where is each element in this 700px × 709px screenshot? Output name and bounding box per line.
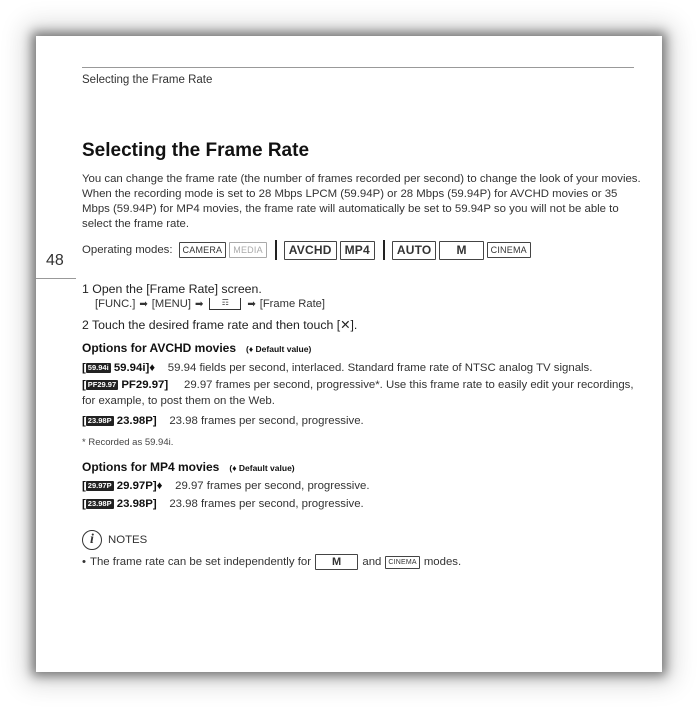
mp4-heading-text: Options for MP4 movies bbox=[82, 460, 220, 474]
operating-modes-label: Operating modes: bbox=[82, 244, 173, 256]
step-1: 1 Open the [Frame Rate] screen. bbox=[82, 282, 262, 296]
mode-auto-badge: AUTO bbox=[392, 241, 437, 260]
option-label: 23.98P] bbox=[116, 415, 157, 427]
option-23-98p: [ 23.98P 23.98P] 23.98 frames per second, progressive. bbox=[82, 415, 364, 427]
arrow-icon: ➡ bbox=[247, 298, 256, 310]
option-tag-icon: 23.98P bbox=[87, 499, 112, 508]
option-tag-icon: 59.94i bbox=[87, 363, 109, 372]
mode-m-badge: M bbox=[315, 554, 358, 570]
info-icon: i bbox=[82, 530, 102, 550]
mode-cinema-badge: CINEMA bbox=[385, 556, 419, 569]
mode-avchd-badge: AVCHD bbox=[284, 241, 337, 260]
intro-paragraph: You can change the frame rate (the number of frames recorded per second) to change the look of your movies. When the recording mode is set to 28 Mbps LPCM (59.94P) or 28 Mbps (59.94P) for AVCHD movies or 35 Mbps (59.94P) for MP4 movies, the frame rate will automatically be set to 59.94P so you will not be able to select the frame rate. bbox=[82, 173, 641, 230]
option-tag-icon: 23.98P bbox=[87, 416, 112, 425]
option-29-97p: [ 29.97P 29.97P]♦ 29.97 frames per second, progressive. bbox=[82, 480, 370, 492]
option-label: PF29.97] bbox=[121, 379, 169, 391]
running-header: Selecting the Frame Rate bbox=[82, 74, 213, 86]
notes-heading-text: NOTES bbox=[108, 534, 148, 546]
notes-text-end: modes. bbox=[423, 556, 462, 568]
option-tag-icon: 29.97P bbox=[87, 481, 112, 490]
mode-cinema-badge: CINEMA bbox=[487, 242, 531, 258]
mode-camera-badge: CAMERA bbox=[179, 242, 227, 258]
bullet-icon: • bbox=[82, 556, 86, 568]
notes-text-start: The frame rate can be set independently for bbox=[90, 556, 311, 568]
arrow-icon: ➡ bbox=[194, 298, 204, 310]
path-frame-rate: [Frame Rate] bbox=[259, 298, 326, 310]
path-menu: [MENU] bbox=[151, 298, 191, 310]
menu-path bbox=[95, 298, 325, 310]
avchd-heading-text: Options for AVCHD movies bbox=[82, 341, 237, 355]
menu-tab-icon: ☶ bbox=[209, 298, 241, 310]
notes-heading bbox=[82, 530, 147, 550]
manual-page bbox=[36, 36, 662, 672]
option-tag-icon: PF29.97 bbox=[87, 380, 117, 389]
option-label: 23.98P] bbox=[116, 498, 157, 510]
option-label: 29.97P]♦ bbox=[116, 480, 163, 492]
option-desc: 29.97 frames per second, progressive. bbox=[175, 480, 370, 492]
default-value-note: (♦ Default value) bbox=[246, 344, 312, 354]
header-rule bbox=[82, 67, 634, 68]
path-func: [FUNC.] bbox=[95, 298, 136, 310]
footnote: * Recorded as 59.94i. bbox=[82, 437, 174, 448]
notes-text-and: and bbox=[362, 556, 382, 568]
operating-modes bbox=[82, 240, 534, 260]
page-title: Selecting the Frame Rate bbox=[82, 140, 310, 161]
notes-item bbox=[82, 554, 461, 570]
option-mp4-23-98p: [ 23.98P 23.98P] 23.98 frames per second, progressive. bbox=[82, 498, 364, 510]
default-value-note: (♦ Default value) bbox=[229, 463, 295, 473]
mode-mp4-badge: MP4 bbox=[340, 241, 375, 260]
mode-separator bbox=[275, 240, 277, 260]
option-desc: 59.94 fields per second, interlaced. Standard frame rate of NTSC analog TV signals. bbox=[167, 362, 593, 374]
mode-media-badge: MEDIA bbox=[229, 242, 267, 258]
option-59-94i: [ 59.94i 59.94i]♦ 59.94 fields per second, interlaced. Standard frame rate of NTSC analog TV signals. bbox=[82, 362, 593, 374]
option-desc: 23.98 frames per second, progressive. bbox=[169, 415, 364, 427]
avchd-options-heading bbox=[82, 341, 311, 355]
mp4-options-heading bbox=[82, 460, 295, 474]
step-2: 2 Touch the desired frame rate and then touch [✕]. bbox=[82, 318, 358, 332]
option-desc: 23.98 frames per second, progressive. bbox=[169, 498, 364, 510]
arrow-icon: ➡ bbox=[139, 298, 148, 310]
page-number: 48 bbox=[46, 252, 64, 269]
mode-m-badge: M bbox=[439, 241, 483, 260]
page-number-rule bbox=[36, 278, 76, 279]
option-pf29-97: [ PF29.97 PF29.97] 29.97 frames per second, progressive*. Use this frame rate to easily edit your recordings, for example, to post them on the Web. bbox=[82, 379, 634, 407]
option-desc: 29.97 frames per second, progressive*. Use this frame rate to easily edit your recordings, for example, to post them on the Web. bbox=[82, 379, 634, 407]
mode-separator bbox=[383, 240, 385, 260]
option-label: 59.94i]♦ bbox=[113, 362, 156, 374]
